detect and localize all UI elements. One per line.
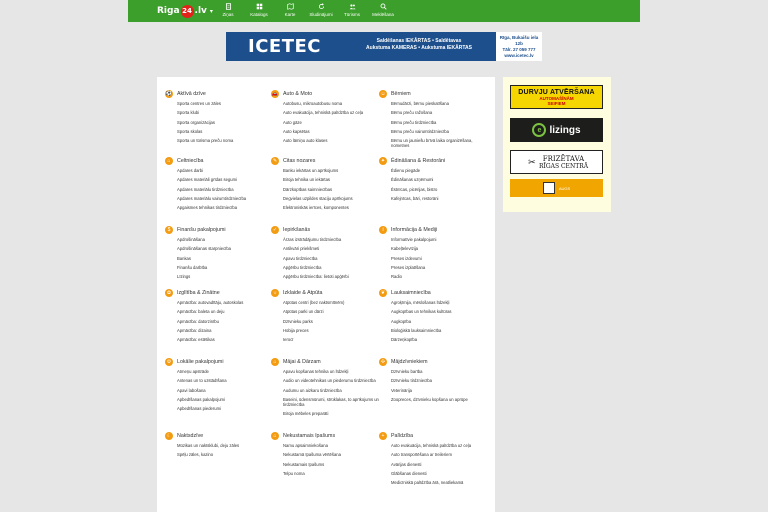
nav-label: Meklēšana — [372, 12, 394, 17]
ad-text: FRIZĒTAVA — [542, 154, 585, 163]
subcategory-link[interactable]: Preses izdevumi — [391, 255, 422, 261]
subcategory-link[interactable]: Audumu un aizkaru tirdzniecība — [283, 387, 342, 393]
document-icon — [225, 3, 232, 10]
subcategory-link[interactable]: Kabeļtelevīzija — [391, 246, 419, 252]
nav-item-classifieds[interactable] — [307, 3, 335, 17]
category-icon: ☼ — [272, 289, 278, 296]
subcategory-link[interactable]: Apavu kopšanas tehnika un līdzekļi — [283, 369, 349, 374]
subcategory-link[interactable]: Spēļu zāles, kazino — [177, 452, 214, 458]
subcategory-link[interactable]: Augkopības un tehnikas kultūras — [391, 309, 452, 315]
door-opening-ad[interactable] — [510, 85, 603, 109]
search-icon — [380, 3, 387, 10]
category-links — [391, 168, 489, 201]
banner-line: Saldēšanas IEKĀRTAS • Saldētavas — [376, 38, 462, 44]
category-title[interactable]: Mājai & Dārzam — [283, 358, 321, 365]
subcategory-link[interactable]: Sporta un tūrisma preču noma — [177, 138, 234, 144]
category-title[interactable]: Citas nozares — [283, 157, 316, 164]
category-block — [271, 156, 381, 214]
category-title[interactable]: Naktsdzīve — [177, 432, 204, 439]
category-title[interactable]: Iepirkšanās — [283, 226, 311, 233]
category-block — [379, 225, 489, 283]
subcategory-link[interactable]: Preses izplatīšana — [391, 264, 426, 270]
category-block — [165, 357, 275, 415]
scissors-icon: ✂ — [528, 156, 536, 167]
subcategory-link[interactable]: Dzīvnieku parks — [283, 318, 313, 324]
category-block — [165, 89, 275, 147]
category-title[interactable]: Nekustamais īpašums — [283, 432, 336, 439]
main-nav — [214, 3, 400, 17]
subcategory-link[interactable]: Apgaismes tehnikas tirdzniecība — [177, 205, 238, 211]
barbershop-ad[interactable] — [510, 150, 603, 174]
category-title[interactable]: Auto & Moto — [283, 90, 313, 97]
subcategory-link[interactable]: Bērnu preču vairumtirdzniecība — [391, 128, 449, 134]
subcategory-link[interactable]: Apdrošināšana — [177, 237, 205, 242]
nav-item-search[interactable] — [369, 3, 397, 17]
subcategory-link[interactable]: Medicīniskā palīdzība ārā, neatliekamā — [391, 480, 464, 486]
banner-address: Rīga, Bukaišu iela 12b — [499, 35, 539, 46]
subcategory-link[interactable]: Kafejnīcas, bāri, restorāni — [391, 195, 439, 201]
category-header[interactable] — [379, 225, 489, 234]
category-title[interactable]: Aktīvā dzīve — [177, 90, 206, 97]
subcategory-link[interactable]: Nekustamais īpašums — [283, 461, 325, 467]
category-title[interactable]: Bērniem — [391, 90, 411, 97]
category-icon: ⚽ — [165, 90, 173, 97]
category-links — [283, 237, 381, 279]
subcategory-link[interactable]: Baseini, ūdensmūrumi, strūklakas, to aprīkojums un tirdzniecība — [283, 396, 379, 408]
lizings-logo-icon: e — [532, 123, 546, 137]
subcategory-link[interactable]: Bērnu un jauniešu brīvā laika organizēšana, nometnes — [391, 138, 473, 149]
category-header[interactable] — [379, 89, 489, 98]
subcategory-link[interactable]: Audio un videotehnikas un piederumu tirdzniecība — [283, 378, 376, 384]
category-block — [165, 288, 275, 346]
subcategory-link[interactable]: Apģērbu tirdzniecība: lietoti apģērbi — [283, 274, 349, 280]
subcategory-link[interactable]: Biroja tehnika un iekārtas — [283, 177, 331, 183]
subcategory-link[interactable]: Apbedīšanas pakalpojumi — [177, 396, 225, 402]
subcategory-link[interactable]: Glābšanas dienesti — [391, 470, 427, 476]
category-links — [177, 300, 275, 342]
banner-text — [344, 38, 494, 52]
ad-text: DURVJU ATVĒRŠANA — [518, 88, 595, 96]
site-logo[interactable] — [157, 5, 213, 17]
subcategory-link[interactable]: Ēdienu piegāde — [391, 168, 421, 173]
subcategory-link[interactable]: Hobija preces — [283, 327, 309, 333]
category-links — [283, 168, 381, 210]
subcategory-link[interactable]: Bērnu preču tirdzniecība — [391, 119, 437, 125]
category-block — [165, 225, 275, 283]
category-title[interactable]: Palīdzība — [391, 432, 414, 439]
subcategory-link[interactable]: Finanšu darbība — [177, 264, 208, 270]
category-links — [283, 443, 381, 476]
category-links — [283, 101, 381, 143]
category-header[interactable] — [379, 431, 489, 440]
subcategory-link[interactable]: Sporta organizācijas — [177, 119, 215, 125]
category-block — [271, 89, 381, 147]
category-block — [271, 431, 381, 480]
category-links — [177, 369, 275, 411]
users-icon — [349, 3, 356, 10]
subcategory-link[interactable]: Auto evakuācija, tehniskā palīdzība uz ceļa — [391, 443, 472, 448]
grid-icon — [256, 3, 263, 10]
subcategory-link[interactable]: Bērnu preču ražošana — [391, 110, 433, 116]
category-links — [391, 369, 489, 402]
banner-contact — [496, 32, 542, 61]
category-title[interactable]: Celtniecība — [177, 157, 204, 164]
subcategory-link[interactable]: Namu apsaimniekošana — [283, 443, 328, 448]
category-header[interactable] — [271, 156, 381, 165]
subcategory-link[interactable]: Apdares materiāli grīdas segumi — [177, 177, 238, 183]
subcategory-link[interactable]: Agroķīmija, mēslošanas līdzekļi — [391, 300, 450, 305]
subcategory-link[interactable]: Sporta klubi — [177, 110, 200, 116]
subcategory-link[interactable]: Auto lāmiņu auto klases — [283, 138, 328, 144]
banner-site: www.icetec.lv — [504, 53, 534, 58]
subcategory-link[interactable]: Atpūtas centri (bez naktsmītnēm) — [283, 300, 345, 305]
subcategory-link[interactable]: Bankas — [177, 255, 191, 261]
ad-text: SEIFIEM — [547, 100, 566, 106]
category-links — [391, 237, 489, 279]
category-links — [283, 369, 381, 417]
category-header[interactable] — [379, 156, 489, 165]
category-icon: ⌂ — [271, 358, 279, 366]
category-block — [379, 89, 489, 153]
category-links — [177, 168, 275, 210]
category-links — [391, 101, 489, 149]
subcategory-link[interactable]: Antenas un to uzstādīšana — [177, 378, 227, 384]
subcategory-link[interactable]: Dārzeņkopība — [391, 337, 418, 343]
lizings-ad[interactable] — [510, 118, 603, 142]
subcategory-link[interactable]: Apmācība: estētikas — [177, 337, 215, 343]
category-links — [177, 237, 275, 279]
category-icon: ⌂ — [165, 157, 173, 165]
subcategory-link[interactable]: Radio — [391, 274, 402, 280]
nav-label: Tūrisms — [344, 12, 360, 17]
subcategory-link[interactable]: Auto kapsētas — [283, 128, 310, 134]
category-icon: ❦ — [380, 289, 386, 296]
icetec-banner-ad[interactable] — [226, 32, 542, 61]
subcategory-link[interactable]: Zoopreces, dzīvnieku kopšana un aprūpe — [391, 396, 468, 402]
category-icon: ⌂ — [271, 432, 279, 440]
ad-text: lizings — [549, 124, 581, 136]
nav-label: Ziņas — [222, 12, 234, 17]
category-header[interactable] — [165, 357, 275, 366]
category-block — [271, 288, 381, 346]
category-icon: ✣ — [380, 358, 386, 365]
category-icon: $ — [165, 226, 173, 234]
category-header[interactable] — [271, 225, 381, 234]
category-header[interactable] — [271, 431, 381, 440]
subcategory-link[interactable]: Bioloģiskā lauksaimniecība — [391, 327, 442, 333]
category-header[interactable] — [165, 431, 275, 440]
category-header[interactable] — [379, 357, 489, 366]
sidebar-ads — [503, 77, 611, 212]
nav-label: Katalogs — [250, 12, 268, 17]
ad-text: AUTOMAŠĪNĀM — [539, 95, 574, 101]
category-icon: i — [379, 226, 387, 234]
category-block — [165, 156, 275, 214]
subcategory-link[interactable]: Līzings — [177, 274, 191, 280]
subcategory-link[interactable]: Apavi labošana — [177, 387, 206, 393]
category-icon: 🚗 — [271, 90, 279, 97]
category-links — [177, 101, 275, 143]
category-header[interactable] — [165, 89, 275, 98]
category-header[interactable] — [379, 288, 489, 297]
nav-item-catalog[interactable] — [245, 3, 273, 17]
subcategory-link[interactable]: Avārijas dienesti — [391, 461, 422, 467]
category-title[interactable]: Informācija & Mediji — [391, 226, 438, 233]
subcategory-link[interactable]: Apmācība: dizaina — [177, 327, 212, 333]
subcategory-link[interactable]: Atpūtas parki un dārzi — [283, 309, 324, 315]
subcategory-link[interactable]: Apmācība: datorzinību — [177, 318, 219, 324]
category-title[interactable]: Lokālie pakalpojumi — [177, 358, 224, 365]
category-header[interactable] — [165, 225, 275, 234]
subcategory-link[interactable]: Auto transportēšana ar treileriem — [391, 452, 452, 458]
category-icon: ✦ — [380, 157, 386, 164]
subcategory-link[interactable]: Ēstnīcas, picērijas, bistro — [391, 186, 438, 192]
subcategory-link[interactable]: Elektroniskās ierīces, komponentes — [283, 205, 349, 211]
category-title[interactable]: Finanšu pakalpojumi — [177, 226, 226, 233]
subcategory-link[interactable]: Dzīvnieku tirdzniecība — [391, 378, 432, 384]
category-block — [271, 225, 381, 283]
chevron-down-icon[interactable]: ▾ — [209, 7, 213, 15]
category-links — [391, 300, 489, 342]
ad-logo-icon — [543, 182, 555, 194]
nav-label: Sludinājumi — [309, 12, 333, 17]
nav-label: Karte — [284, 12, 296, 17]
category-header[interactable] — [271, 288, 381, 297]
subcategory-link[interactable]: Dzīvnieku barība — [391, 369, 423, 374]
banner-line: Aukstuma KAMERAS • Aukstuma IEKĀRTAS — [366, 45, 472, 51]
category-icon: ☾ — [166, 432, 172, 439]
subcategory-link[interactable]: Nekustamā īpašuma vērtēšana — [283, 452, 341, 458]
category-title[interactable]: Lauksaimniecība — [391, 289, 431, 296]
category-header[interactable] — [271, 357, 381, 366]
subcategory-link[interactable]: Apdares materiālu tirdzniecība — [177, 186, 234, 192]
nav-item-map[interactable] — [276, 3, 304, 17]
category-block — [379, 431, 489, 489]
category-title[interactable]: Ēdināšana & Restorāni — [391, 157, 446, 164]
subcategory-link[interactable]: Sporta skolas — [177, 128, 203, 134]
category-block — [379, 357, 489, 406]
subcategory-link[interactable]: Apdares materiālu vairumtirdzniecība — [177, 195, 247, 201]
subcategory-link[interactable]: Autobusu, mikroautobusu noma — [283, 101, 343, 106]
category-icon: ✓ — [272, 226, 278, 233]
banner-brand: ICETEC — [248, 36, 321, 57]
category-block — [379, 288, 489, 346]
category-title[interactable]: Izklaide & Atpūta — [283, 289, 323, 296]
logo-suffix: .lv — [194, 6, 207, 16]
nav-item-news[interactable] — [214, 3, 242, 17]
top-bar — [0, 0, 768, 22]
subcategory-link[interactable]: Apbedīšanas piederumi — [177, 406, 221, 412]
category-icon: + — [379, 432, 387, 440]
subcategory-link[interactable]: Veterinārija — [391, 387, 412, 393]
subcategory-link[interactable]: Ierocī — [283, 337, 294, 343]
category-links — [283, 300, 381, 342]
category-icon: ⚙ — [166, 358, 172, 365]
subcategory-link[interactable]: Apmācība: autovadītāju, autoskolas — [177, 300, 244, 305]
subcategory-link[interactable]: Bērnudārzi, bērnu pieskatīšana — [391, 101, 449, 106]
category-block — [165, 431, 275, 462]
subcategory-link[interactable]: Banku iekārtas un aprīkojums — [283, 168, 339, 173]
banner-phone: Tālr. 27 059 777 — [502, 47, 536, 52]
header — [128, 0, 640, 22]
subcategory-link[interactable]: Apdares darbi — [177, 168, 204, 173]
subcategory-link[interactable]: Dārzkopības saimniecības — [283, 186, 333, 192]
category-block — [379, 156, 489, 205]
map-icon — [287, 3, 294, 10]
subcategory-link[interactable]: Auto evakuācija, tehniskā palīdzība uz ceļa — [283, 110, 364, 116]
subcategory-link[interactable]: Degvielas uzpildes staciju aprīkojums — [283, 195, 353, 201]
category-links — [177, 443, 275, 458]
category-block — [271, 357, 381, 421]
subcategory-link[interactable]: Mūzikas un naktsklubi, deju zāles — [177, 443, 240, 448]
category-header[interactable] — [165, 288, 275, 297]
logo-number: 24 — [181, 5, 194, 18]
category-icon: ✎ — [272, 157, 278, 164]
subcategory-link[interactable]: Apģērbu tirdzniecība — [283, 264, 322, 270]
subcategory-link[interactable]: Ēdināšanas uzņēmumi — [391, 177, 434, 183]
category-title[interactable]: Izglītība & Zinātne — [177, 289, 220, 296]
subcategory-link[interactable]: Biroja mēbeles preparāti — [283, 411, 329, 417]
subcategory-link[interactable]: Sporta centres un zāles — [177, 101, 221, 106]
ad-text: AUGS — [558, 185, 571, 191]
catalog-panel — [157, 77, 495, 512]
subcategory-link[interactable]: Apavu tirdzniecība — [283, 255, 318, 261]
category-header[interactable] — [165, 156, 275, 165]
category-icon: ☺ — [380, 90, 386, 97]
subcategory-link[interactable]: Apmācība: baleta un deju — [177, 309, 225, 315]
category-title[interactable]: Mājdzīvniekiem — [391, 358, 428, 365]
subcategory-link[interactable]: Auto gāze — [283, 119, 302, 125]
refresh-icon — [318, 3, 325, 10]
subcategory-link[interactable]: Apdrošināšanas starpniecība — [177, 246, 232, 252]
category-icon: ✿ — [166, 289, 172, 296]
subcategory-link[interactable]: Telpu noma — [283, 470, 305, 476]
ad-text: RĪGAS CENTRĀ — [538, 162, 589, 170]
subcategory-link[interactable]: Informatīvie pakalpojumi — [391, 237, 437, 242]
subcategory-link[interactable]: Antikvāri priekšmeti — [283, 246, 320, 252]
logo-text: Riga — [157, 6, 180, 16]
nav-item-tourism[interactable] — [338, 3, 366, 17]
category-header[interactable] — [271, 89, 381, 98]
subcategory-link[interactable]: Atmeņu apstrāde — [177, 369, 209, 374]
category-links — [391, 443, 489, 485]
subcategory-link[interactable]: Augkopība — [391, 318, 412, 324]
orange-ad[interactable] — [510, 179, 603, 197]
subcategory-link[interactable]: Ārzas izstrādājumu tirdzniecība — [283, 237, 342, 242]
